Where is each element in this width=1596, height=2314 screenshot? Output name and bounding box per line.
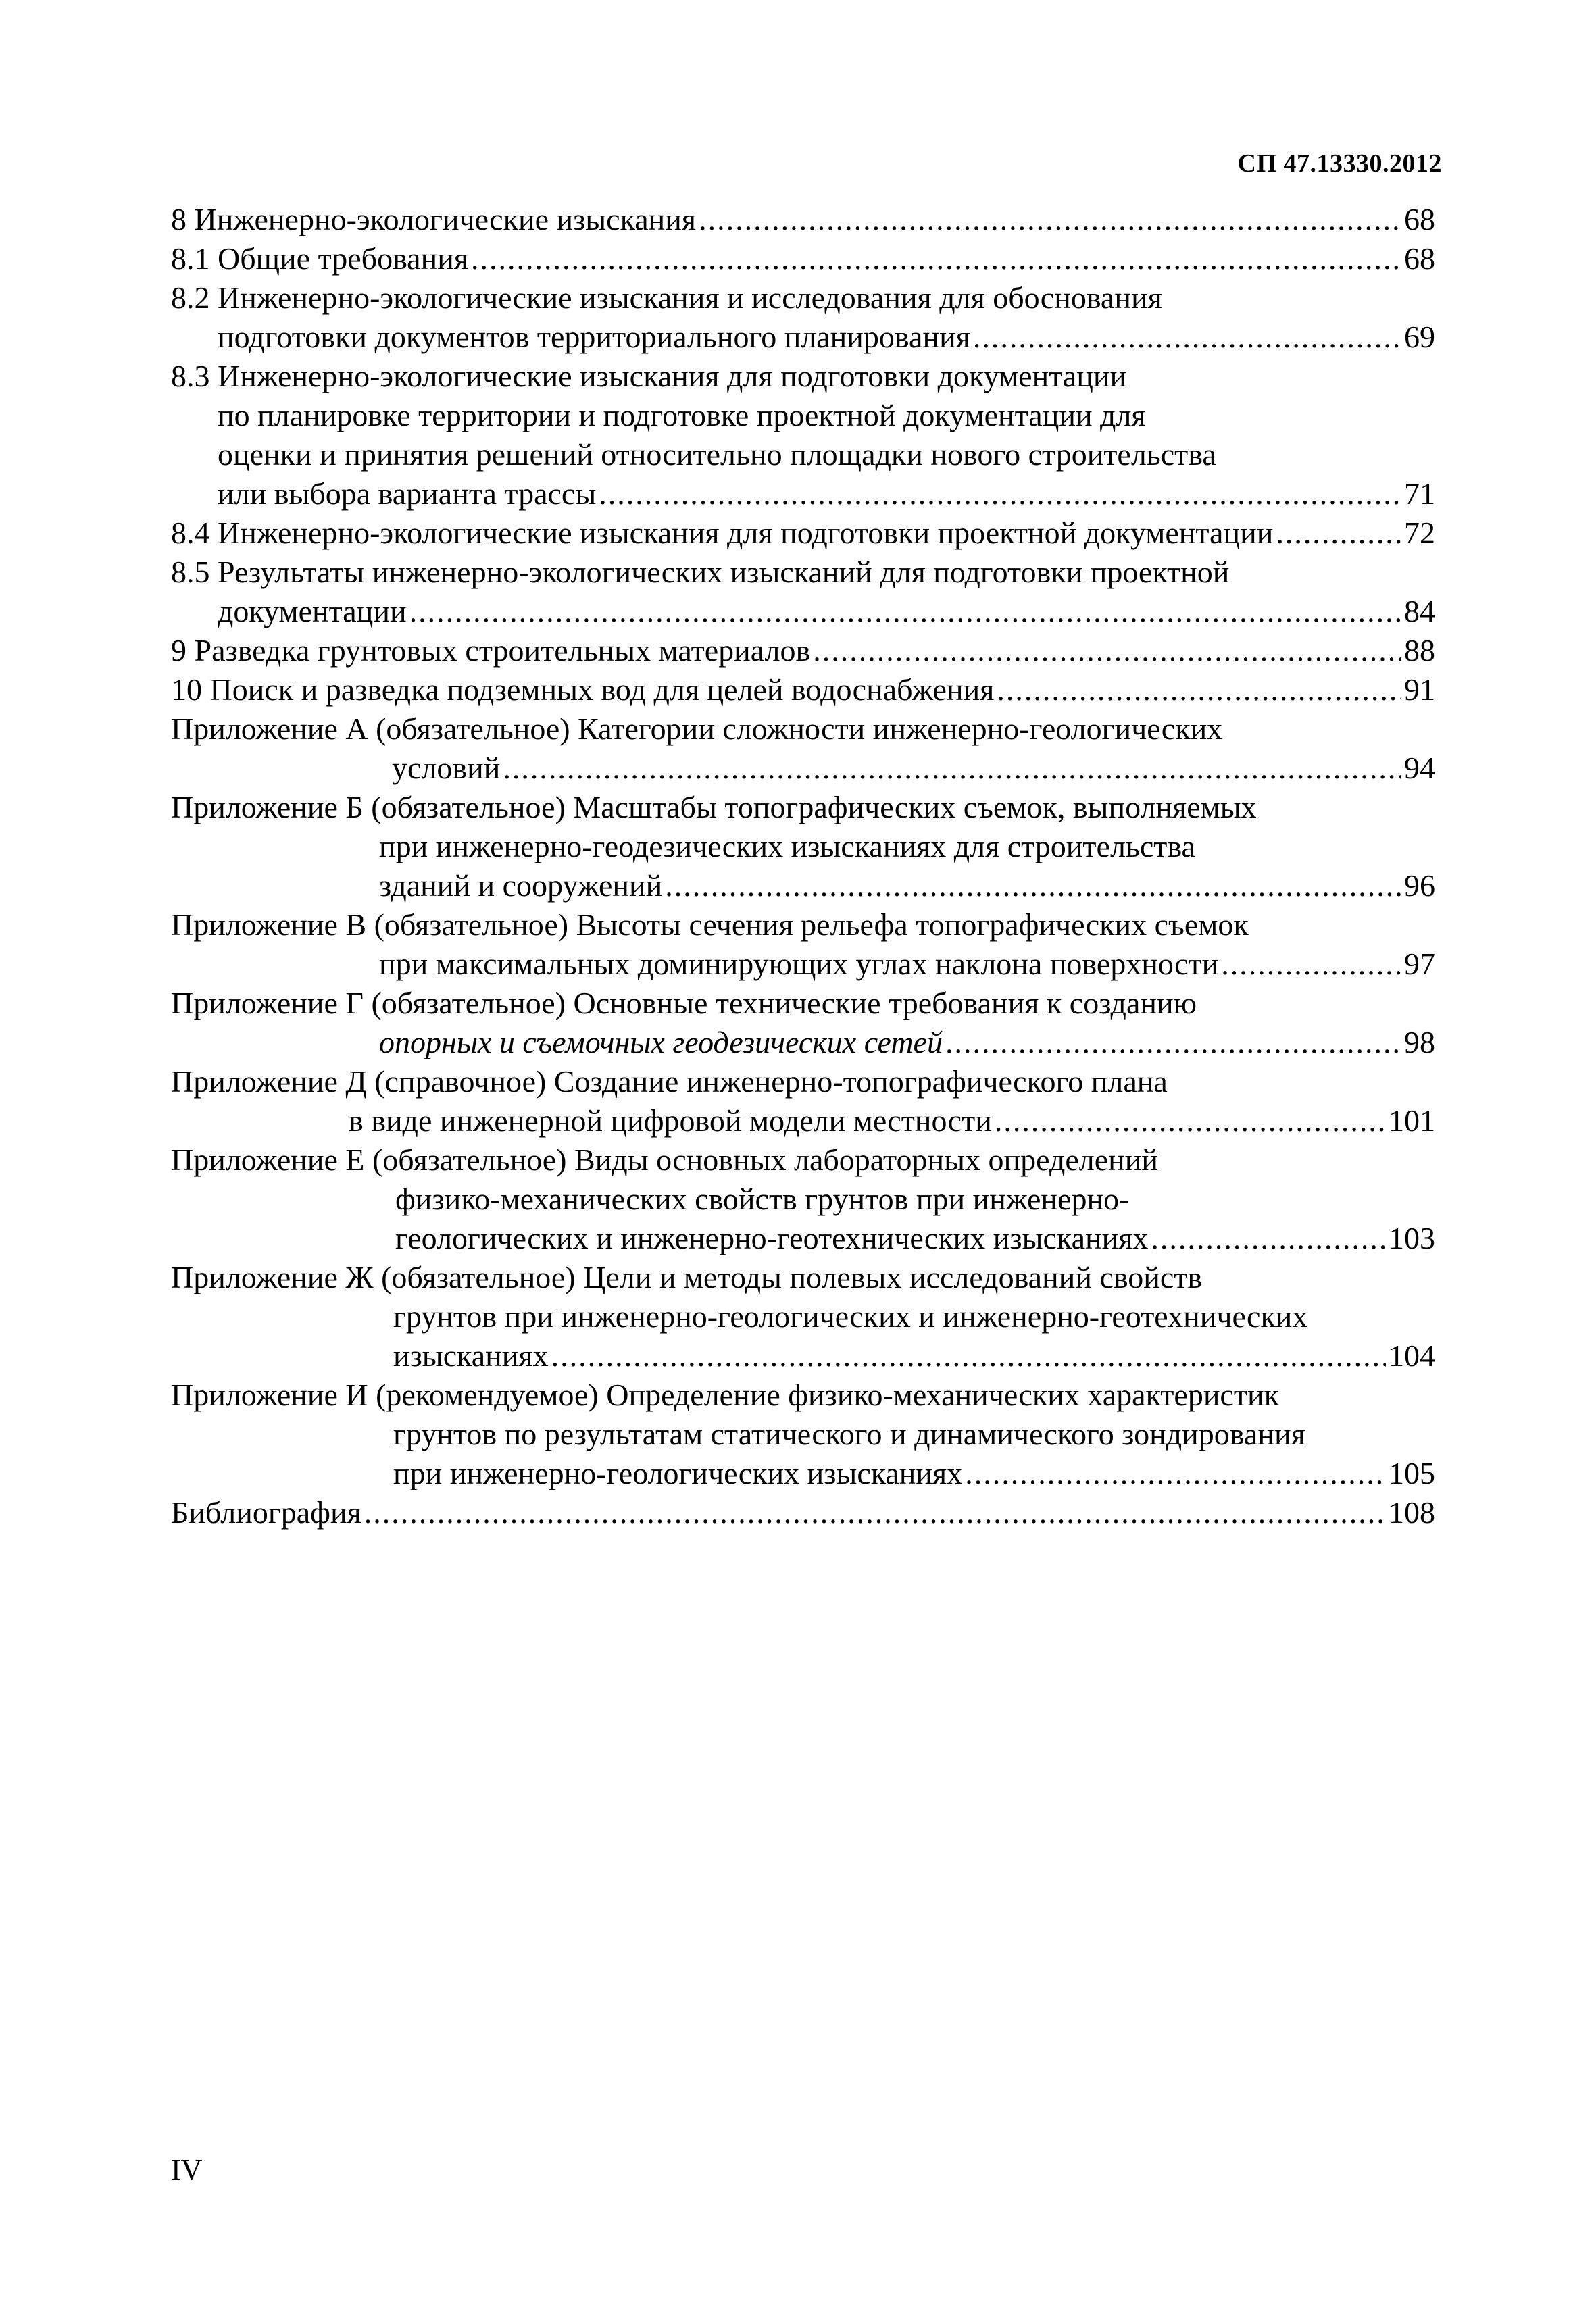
table-of-contents [171, 200, 1435, 1532]
toc-entry-8 [171, 200, 1435, 239]
toc-entry-title: Приложение Д (справочное) Создание инженерно-топографического плана [171, 1064, 1168, 1099]
toc-appendix-e [171, 1140, 1435, 1258]
toc-entry-title: 10 Поиск и разведка подземных вод для целей водоснабжения [171, 672, 995, 707]
toc-page-number: 68 [1404, 241, 1435, 276]
toc-leader-dots [364, 1493, 1386, 1532]
toc-page-number: 101 [1389, 1103, 1435, 1138]
toc-page-number: 94 [1404, 751, 1435, 785]
toc-leader-dots [409, 592, 1401, 631]
toc-page-number: 105 [1389, 1456, 1435, 1490]
toc-entry-title: Библиография [171, 1495, 361, 1530]
toc-entry-8-2 [171, 278, 1435, 357]
toc-entry-title-cont: при инженерно-геологических изысканиях [393, 1456, 963, 1490]
toc-leader-dots [471, 239, 1401, 278]
toc-entry-9 [171, 631, 1435, 670]
toc-entry-8-5 [171, 553, 1435, 631]
toc-appendix-d [171, 1062, 1435, 1140]
toc-entry-title-cont: изысканиях [393, 1338, 549, 1373]
toc-entry-title-cont: зданий и сооружений [379, 868, 663, 903]
toc-entry-title-cont: физико-механических свойств грунтов при инженерно- [395, 1182, 1130, 1216]
toc-entry-title: Приложение Ж (обязательное) Цели и методы полевых исследований свойств [171, 1260, 1203, 1294]
toc-page-number: 71 [1404, 476, 1435, 511]
toc-appendix-b [171, 788, 1435, 905]
toc-leader-dots [551, 1336, 1386, 1376]
toc-leader-dots [699, 200, 1401, 239]
toc-entry-title-cont: в виде инженерной цифровой модели местности [349, 1103, 992, 1138]
toc-page-number: 108 [1389, 1495, 1435, 1530]
toc-leader-dots [665, 866, 1401, 905]
toc-entry-8-1 [171, 239, 1435, 278]
toc-leader-dots [997, 670, 1401, 709]
toc-leader-dots [995, 1101, 1386, 1140]
toc-entry-title-cont: подготовки документов территориального планирования [218, 320, 970, 354]
toc-entry-8-3 [171, 357, 1435, 513]
toc-leader-dots [503, 749, 1401, 788]
toc-leader-dots [1151, 1219, 1386, 1258]
toc-page-number: 84 [1404, 594, 1435, 628]
toc-entry-title: Приложение В (обязательное) Высоты сечения рельефа топографических съемок [171, 907, 1249, 942]
toc-leader-dots [1221, 945, 1401, 984]
toc-leader-dots [1276, 513, 1401, 553]
toc-appendix-i [171, 1376, 1435, 1493]
toc-entry-title: 8 Инженерно-экологические изыскания [171, 202, 697, 236]
toc-entry-title-cont: документации [218, 594, 407, 628]
toc-entry-title-cont: геологических и инженерно-геотехнических изысканиях [395, 1221, 1149, 1255]
toc-leader-dots [813, 631, 1401, 670]
toc-entry-title: 9 Разведка грунтовых строительных материалов [171, 633, 811, 668]
toc-entry-title: Приложение Е (обязательное) Виды основных лабораторных определений [171, 1142, 1159, 1177]
toc-entry-title: Приложение Б (обязательное) Масштабы топографических съемок, выполняемых [171, 790, 1257, 824]
toc-entry-title: Приложение Г (обязательное) Основные технические требования к созданию [171, 986, 1197, 1020]
toc-page-number: 97 [1404, 947, 1435, 981]
toc-page-number: 103 [1389, 1221, 1435, 1255]
toc-page-number: 68 [1404, 202, 1435, 236]
toc-page-number: 72 [1404, 515, 1435, 550]
toc-entry-title: Приложение И (рекомендуемое) Определение физико-механических характеристик [171, 1378, 1279, 1412]
toc-entry-title: 8.2 Инженерно-экологические изыскания и исследования для обоснования [171, 280, 1162, 315]
toc-entry-title: 8.1 Общие требования [171, 241, 468, 276]
toc-page-number: 91 [1404, 672, 1435, 707]
toc-page-number: 98 [1404, 1025, 1435, 1059]
toc-appendix-g [171, 984, 1435, 1062]
toc-entry-8-4 [171, 513, 1435, 553]
toc-leader-dots [599, 474, 1401, 513]
toc-entry-title-cont: грунтов при инженерно-геологических и инженерно-геотехнических [393, 1299, 1308, 1334]
toc-entry-title-cont: опорных и съемочных геодезических сетей [379, 1025, 943, 1059]
toc-entry-title: 8.3 Инженерно-экологические изыскания для подготовки документации [171, 359, 1127, 393]
page-number: IV [171, 2153, 203, 2186]
toc-appendix-zh [171, 1258, 1435, 1376]
toc-entry-title: 8.4 Инженерно-экологические изыскания для подготовки проектной документации [171, 515, 1274, 550]
toc-entry-title-cont: по планировке территории и подготовке проектной документации для [218, 398, 1146, 432]
toc-page-number: 69 [1404, 320, 1435, 354]
toc-appendix-v [171, 905, 1435, 984]
toc-entry-title-cont: при инженерно-геодезических изысканиях для строительства [379, 829, 1195, 863]
toc-bibliography [171, 1493, 1435, 1532]
toc-entry-title-cont: или выбора варианта трассы [218, 476, 597, 511]
toc-entry-title-cont: условий [392, 751, 501, 785]
toc-entry-title: 8.5 Результаты инженерно-экологических изысканий для подготовки проектной [171, 555, 1230, 589]
toc-page-number: 88 [1404, 633, 1435, 668]
toc-leader-dots [945, 1023, 1401, 1062]
toc-page-number: 96 [1404, 868, 1435, 903]
document-code: СП 47.13330.2012 [1237, 149, 1442, 178]
toc-entry-10 [171, 670, 1435, 709]
toc-page-number: 104 [1389, 1338, 1435, 1373]
toc-entry-title-cont: при максимальных доминирующих углах наклона поверхности [379, 947, 1219, 981]
toc-leader-dots [973, 318, 1401, 357]
toc-leader-dots [965, 1454, 1386, 1493]
toc-entry-title-cont: грунтов по результатам статического и динамического зондирования [393, 1417, 1305, 1451]
toc-entry-title: Приложение А (обязательное) Категории сложности инженерно-геологических [171, 711, 1223, 746]
toc-entry-title-cont: оценки и принятия решений относительно площадки нового строительства [218, 437, 1216, 472]
toc-appendix-a [171, 709, 1435, 788]
